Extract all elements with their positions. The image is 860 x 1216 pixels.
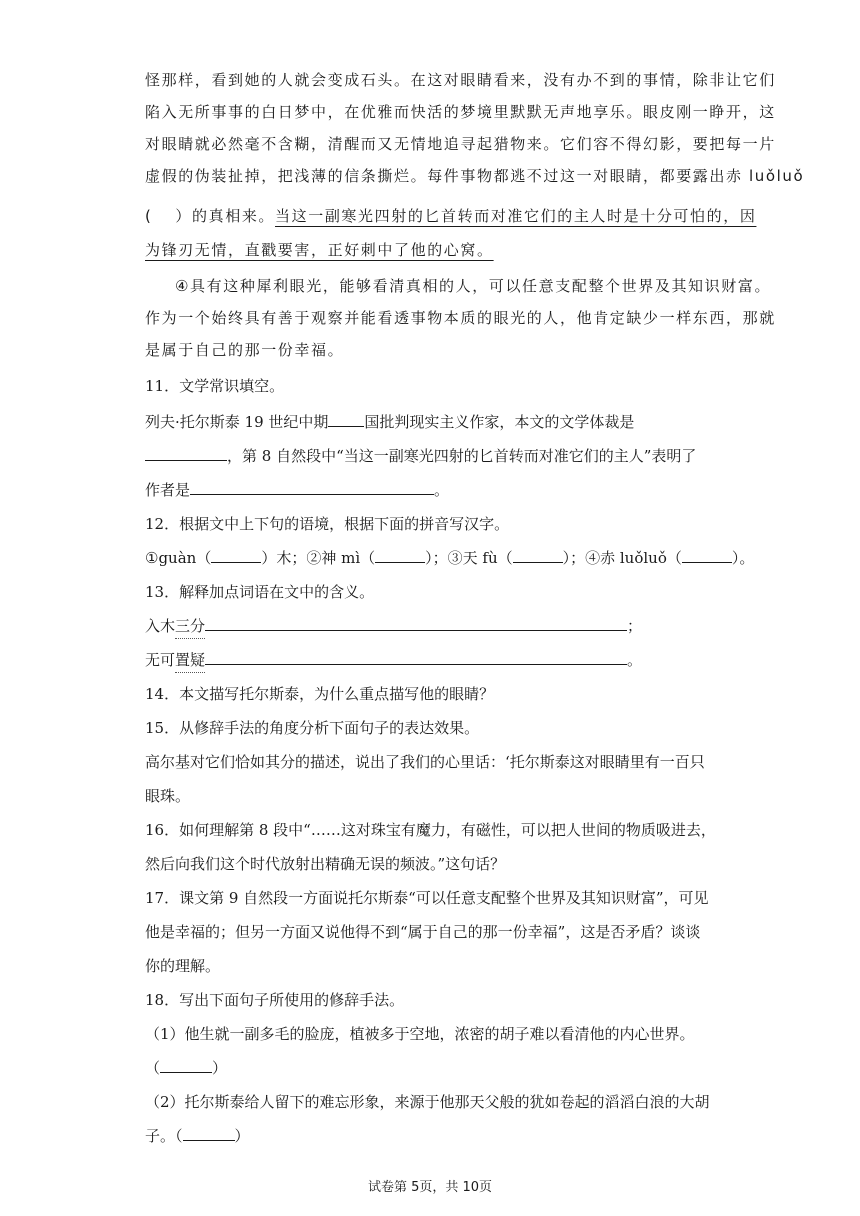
question-17-line: 他是幸福的；但另一方面又说他得不到“属于自己的那一份幸福”，这是否矛盾？谈谈: [145, 923, 701, 941]
pinyin-blank: ( ）的真相来。: [145, 207, 276, 225]
answer-blank[interactable]: [205, 650, 627, 665]
answer-blank[interactable]: [211, 548, 261, 563]
question-16-line: 然后向我们这个时代放射出精确无误的频波。”这句话？: [145, 855, 506, 873]
underlined-sentence: 为锋刃无情，直戳要害，正好刺中了他的心窝。: [145, 241, 494, 259]
passage-line: 对眼睛就必然毫不含糊，清醒而又无情地追寻起猎物来。它们容不得幻影，要把每一片: [145, 135, 776, 153]
passage-line: 怪那样，看到她的人就会变成石头。在这对眼睛看来，没有办不到的事情，除非让它们: [145, 71, 776, 89]
dotted-word: 三分: [175, 617, 205, 639]
passage-line: 是属于自己的那一份幸福。: [145, 341, 345, 359]
question-18-item-1: （1）他生就一副多毛的脸庞，植被多于空地，浓密的胡子难以看清他的内心世界。: [145, 1025, 695, 1043]
question-15-title: 15．从修辞手法的角度分析下面句子的表达效果。: [145, 719, 480, 737]
question-18-title: 18．写出下面句子所使用的修辞手法。: [145, 991, 405, 1009]
question-15-line: 高尔基对它们恰如其分的描述，说出了我们的心里话：‘托尔斯泰这对眼睛里有一百只: [145, 753, 705, 771]
question-18-answer-line: （ ）: [145, 1059, 228, 1077]
question-17-line: 17．课文第 9 自然段一方面说托尔斯泰“可以任意支配整个世界及其知识财富”，可见: [145, 889, 709, 907]
answer-blank[interactable]: [513, 548, 563, 563]
answer-blank[interactable]: [160, 1058, 212, 1073]
question-11-line: 作者是 。: [145, 481, 450, 499]
question-18-answer-line: 子。（ ）: [145, 1127, 250, 1145]
question-18-item-2: （2）托尔斯泰给人留下的难忘形象，来源于他那天父般的犹如卷起的滔滔白浪的大胡: [145, 1093, 710, 1111]
question-13-title: 13．解释加点词语在文中的含义。: [145, 583, 375, 601]
passage-line: 陷入无所事事的白日梦中，在优雅而快活的梦境里默默无声地享乐。眼皮刚一睁开，这: [145, 103, 776, 121]
question-12-line: ①guàn（ ）木；②神 mì（ ）；③天 fù（ ）；④赤 luǒluǒ（ ）。: [145, 549, 755, 567]
question-11-line: ，第 8 自然段中“当这一副寒光四射的匕首转而对准它们的主人”表明了: [145, 446, 696, 466]
answer-blank[interactable]: [205, 616, 627, 631]
answer-blank[interactable]: [190, 480, 434, 495]
paragraph-4: ④具有这种犀利眼光，能够看清真相的人，可以任意支配整个世界及其知识财富。: [175, 277, 772, 295]
answer-blank[interactable]: [183, 1126, 235, 1141]
page-footer: 试卷第 5页，共 10页: [367, 1180, 493, 1195]
question-11-line: 列夫·托尔斯泰 19 世纪中期 国批判现实主义作家，本文的文学体裁是: [145, 413, 635, 431]
question-17-line: 你的理解。: [145, 957, 221, 975]
question-16-line: 16．如何理解第 8 段中“……这对珠宝有魔力，有磁性，可以把人世间的物质吸进去，: [145, 821, 716, 839]
passage-line: [145, 206, 756, 226]
question-15-line: 眼珠。: [145, 787, 191, 805]
dotted-word: 置疑: [175, 651, 205, 673]
question-13-line: 入木三分 ；: [145, 616, 642, 636]
question-12-title: 12．根据文中上下句的语境，根据下面的拼音写汉字。: [145, 515, 510, 533]
question-14: 14．本文描写托尔斯泰，为什么重点描写他的眼睛？: [145, 685, 495, 703]
answer-blank[interactable]: [375, 548, 425, 563]
question-13-line: 无可置疑 。: [145, 650, 642, 670]
passage-line: 虚假的伪装扯掉，把浅薄的信条撕烂。每件事物都逃不过这一对眼睛，都要露出赤 luǒluǒ: [145, 167, 805, 185]
question-11-title: 11．文学常识填空。: [145, 377, 285, 395]
answer-blank[interactable]: [682, 548, 732, 563]
answer-blank[interactable]: [145, 446, 227, 461]
answer-blank[interactable]: [328, 412, 364, 427]
passage-line: 作为一个始终具有善于观察并能看透事物本质的眼光的人，他肯定缺少一样东西，那就: [145, 309, 776, 327]
underlined-sentence: 当这一副寒光四射的匕首转而对准它们的主人时是十分可怕的，因: [275, 207, 757, 225]
